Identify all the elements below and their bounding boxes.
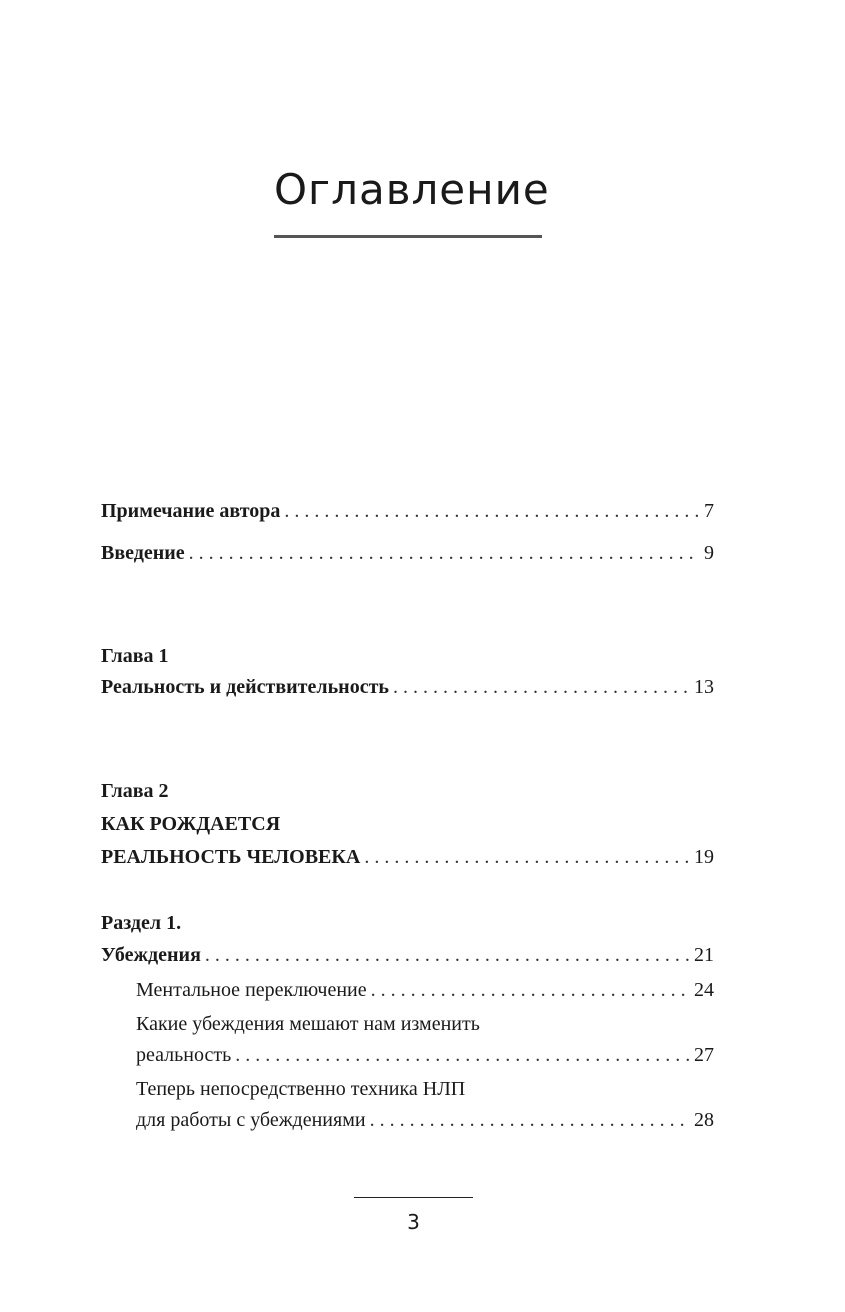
section-number: Раздел 1. bbox=[101, 912, 182, 934]
toc-entry-label: реальность bbox=[136, 1044, 232, 1066]
dot-leader bbox=[235, 1041, 690, 1069]
toc-entry-subsection-2-line-1 bbox=[136, 1010, 714, 1038]
toc-entry-label: Какие убеждения мешают нам изменить bbox=[136, 1013, 480, 1035]
chapter-title: КАК РОЖДАЕТСЯ bbox=[101, 813, 281, 835]
toc-entry-introduction[interactable] bbox=[101, 539, 714, 567]
dot-leader bbox=[284, 497, 700, 525]
toc-entry-chapter-2[interactable] bbox=[101, 843, 714, 871]
toc-page-number: 7 bbox=[704, 500, 714, 522]
toc-entry-author-note[interactable] bbox=[101, 497, 714, 525]
toc-entry-label: Ментальное переключение bbox=[136, 979, 367, 1001]
dot-leader bbox=[371, 976, 690, 1004]
toc-page-number: 21 bbox=[694, 944, 714, 966]
toc-entry-label: РЕАЛЬНОСТЬ ЧЕЛОВЕКА bbox=[101, 846, 361, 868]
dot-leader bbox=[393, 673, 690, 701]
chapter-number: Глава 2 bbox=[101, 780, 169, 802]
chapter-2-number bbox=[101, 777, 714, 805]
toc-page-number: 28 bbox=[694, 1109, 714, 1131]
section-1-number bbox=[101, 909, 714, 937]
dot-leader bbox=[205, 941, 690, 969]
toc-entry-label: Теперь непосредственно техника НЛП bbox=[136, 1078, 466, 1100]
toc-entry-label: Примечание автора bbox=[101, 500, 281, 522]
chapter-2-title-line-1 bbox=[101, 810, 714, 838]
toc-entry-section-1[interactable] bbox=[101, 941, 714, 969]
toc-page-number: 19 bbox=[694, 846, 714, 868]
toc-page-number: 9 bbox=[704, 542, 714, 564]
toc-page-number: 13 bbox=[694, 676, 714, 698]
toc-entry-label: Введение bbox=[101, 542, 185, 564]
title-underline bbox=[274, 235, 542, 238]
dot-leader bbox=[364, 843, 690, 871]
toc-entry-label: Убеждения bbox=[101, 944, 201, 966]
toc-page-number: 24 bbox=[694, 979, 714, 1001]
toc-entry-chapter-1[interactable] bbox=[101, 673, 714, 701]
dot-leader bbox=[189, 539, 700, 567]
toc-entry-subsection-2[interactable] bbox=[136, 1041, 714, 1069]
toc-entry-subsection-1[interactable] bbox=[136, 976, 714, 1004]
chapter-number: Глава 1 bbox=[101, 645, 169, 667]
page-number: 3 bbox=[407, 1210, 420, 1234]
toc-page-number: 27 bbox=[694, 1044, 714, 1066]
toc-entry-subsection-3-line-1 bbox=[136, 1075, 714, 1103]
chapter-1-number bbox=[101, 642, 714, 670]
toc-entry-subsection-3[interactable] bbox=[136, 1106, 714, 1134]
page-title: Оглавление bbox=[274, 165, 550, 214]
toc-entry-label: для работы с убеждениями bbox=[136, 1109, 366, 1131]
footer-rule bbox=[354, 1197, 473, 1198]
toc-entry-label: Реальность и действительность bbox=[101, 676, 389, 698]
dot-leader bbox=[370, 1106, 690, 1134]
